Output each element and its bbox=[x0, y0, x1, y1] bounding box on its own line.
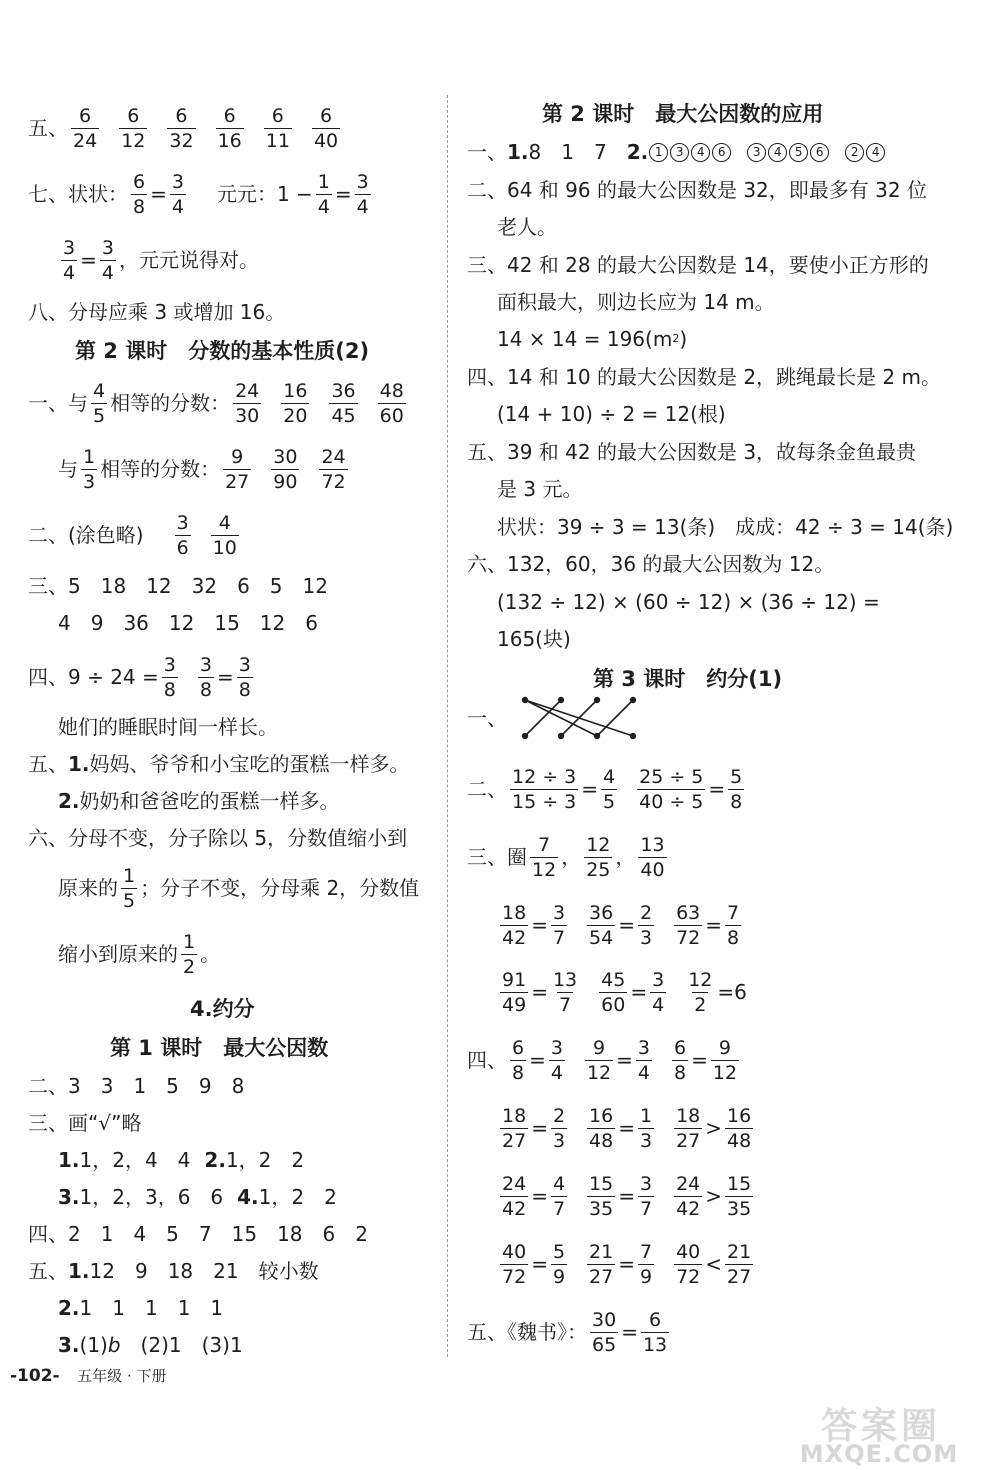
fraction: $\frac{21}{27}$ bbox=[727, 1240, 752, 1288]
fraction: $\frac{3}{4}$ bbox=[171, 170, 184, 218]
section-title: 第 1 课时 最大公因数 bbox=[110, 1036, 329, 1060]
fraction: $\frac{36}{45}$ bbox=[331, 379, 356, 427]
fraction: $\frac{3}{4}$ bbox=[652, 968, 665, 1016]
column-divider bbox=[447, 95, 448, 1357]
match-line bbox=[525, 700, 597, 736]
fraction: $\frac{15}{35}$ bbox=[589, 1172, 614, 1220]
fraction: $\frac{1}{3}$ bbox=[83, 445, 96, 493]
fraction: $\frac{4}{5}$ bbox=[603, 765, 616, 813]
r-q4-calc: (14 + 10) ÷ 2 = 12(根) bbox=[497, 402, 726, 426]
fraction: $\frac{7}{8}$ bbox=[727, 901, 740, 949]
fraction: $\frac{6}{8}$ bbox=[674, 1036, 687, 1084]
fraction: $\frac{40}{72}$ bbox=[676, 1240, 701, 1288]
fraction: $\frac{15}{35}$ bbox=[727, 1172, 752, 1220]
q7-line2: $\frac{3}{4}$ = $\frac{3}{4}$ ，元元说得对。 bbox=[63, 236, 259, 284]
fraction: $\frac{45}{60}$ bbox=[601, 968, 626, 1016]
l1-q3-label: 三、画“√”略 bbox=[28, 1111, 142, 1135]
fraction: $\frac{36}{54}$ bbox=[589, 901, 614, 949]
fraction: $\frac{1}{5}$ bbox=[123, 864, 136, 912]
fraction: $\frac{3}{8}$ bbox=[199, 653, 212, 701]
l2-q6-line1: 六、分母不变，分子除以 5，分数值缩小到 bbox=[28, 826, 408, 850]
fraction: $\frac{13}{40}$ bbox=[640, 833, 665, 881]
fraction: $\frac{9}{27}$ bbox=[225, 445, 250, 493]
fraction: $\frac{24}{42}$ bbox=[676, 1172, 701, 1220]
fraction: $\frac{6}{12}$ bbox=[121, 104, 146, 152]
page-number: -102- bbox=[10, 1366, 60, 1386]
fraction: $\frac{7}{12}$ bbox=[532, 833, 557, 881]
match-dots-bottom bbox=[522, 733, 636, 739]
fraction: $\frac{3}{8}$ bbox=[163, 653, 176, 701]
r-q4-row1: 四、 $\frac{6}{8}$ = $\frac{3}{4}$ $\frac{9}{12}$ = $\frac{3}{4}$ $\frac{6}{8}$ = $\frac{9}{12}$ bbox=[467, 1036, 738, 1084]
section-title: 第 3 课时 约分(1) bbox=[593, 667, 783, 691]
l2-q1-line2: 与 $\frac{1}{3}$ 相等的分数： $\frac{9}{27}$ $\frac{30}{90}$ $\frac{24}{72}$ bbox=[58, 445, 346, 493]
r-q2-line2: 老人。 bbox=[497, 215, 557, 239]
fraction: $\frac{12}{2}$ bbox=[688, 968, 713, 1016]
fraction: $\frac{6}{40}$ bbox=[313, 104, 339, 152]
q5-fractions: 五、 $\frac{6}{24}$ $\frac{6}{12}$ $\frac{6}{32}$ $\frac{6}{16}$ $\frac{6}{11}$ $\frac{6}{40}$ bbox=[28, 104, 339, 152]
fraction: $\frac{18}{27}$ bbox=[502, 1104, 527, 1152]
fraction: $\frac{6}{13}$ bbox=[642, 1308, 668, 1356]
match-lines bbox=[525, 700, 633, 736]
fraction: $\frac{3}{4}$ bbox=[356, 170, 369, 218]
watermark bbox=[768, 1398, 990, 1468]
r-q2-line1: 二、64 和 96 的最大公因数是 32，即最多有 32 位 bbox=[467, 178, 927, 202]
l2-q3-row2: 4 9 36 12 15 12 6 bbox=[58, 611, 318, 635]
r-q1: 一、 1. 8 1 7 2. 1 3 4 6 3 4 5 6 2 4 bbox=[467, 137, 886, 167]
watermark-url: MXQE.COM bbox=[799, 1440, 959, 1468]
fraction: $\frac{18}{42}$ bbox=[502, 901, 527, 949]
match-line bbox=[525, 700, 633, 736]
r-q6-line2: (132 ÷ 12) × (60 ÷ 12) × (36 ÷ 12) = bbox=[497, 590, 880, 614]
l1-q2: 二、3 3 1 5 9 8 bbox=[28, 1074, 245, 1098]
fraction: $\frac{24}{72}$ bbox=[321, 445, 346, 493]
l2-q4: 四、9 ÷ 24 = $\frac{3}{8}$ $\frac{3}{8}$ = $\frac{3}{8}$ bbox=[28, 653, 251, 701]
fraction: $\frac{5}{8}$ bbox=[730, 765, 743, 813]
fraction: $\frac{16}{48}$ bbox=[589, 1104, 614, 1152]
fraction: $\frac{91}{49}$ bbox=[502, 968, 527, 1016]
unit-title: 4.约分 bbox=[190, 997, 255, 1021]
fraction: $\frac{3}{4}$ bbox=[101, 236, 114, 284]
fraction: $\frac{25 \div 5}{40 \div 5}$ bbox=[639, 765, 704, 813]
fraction: $\frac{12 \div 3}{15 \div 3}$ bbox=[512, 765, 577, 813]
fraction: $\frac{30}{90}$ bbox=[273, 445, 298, 493]
fraction: $\frac{6}{32}$ bbox=[169, 104, 194, 152]
matching-lines-diagram bbox=[503, 694, 663, 742]
r-q3-circled: 三、圈 $\frac{7}{12}$ ， $\frac{12}{25}$ ， $\frac{13}{40}$ bbox=[467, 833, 665, 881]
fraction: $\frac{3}{8}$ bbox=[238, 653, 251, 701]
fraction: $\frac{1}{2}$ bbox=[183, 930, 196, 978]
q7-line1: 七、 状状： $\frac{6}{8}$ = $\frac{3}{4}$ 元元：1 − $\frac{1}{4}$ = $\frac{3}{4}$ bbox=[28, 170, 369, 218]
fraction: $\frac{30}{65}$ bbox=[592, 1308, 617, 1356]
fraction: $\frac{3}{7}$ bbox=[552, 901, 566, 949]
match-dots-top bbox=[522, 697, 636, 703]
q8: 八、分母应乘 3 或增加 16。 bbox=[28, 300, 286, 324]
l1-q3-row1: 1. 1，2，4 4 2. 1，2 2 bbox=[58, 1148, 305, 1172]
r-q4-line1: 四、14 和 10 的最大公因数是 2，跳绳最长是 2 m。 bbox=[467, 365, 941, 389]
fraction: $\frac{63}{72}$ bbox=[676, 901, 701, 949]
fraction: $\frac{3}{7}$ bbox=[640, 1172, 653, 1220]
l2-q3-row1: 三、 5 18 12 32 6 5 12 bbox=[28, 574, 328, 598]
fraction: $\frac{9}{12}$ bbox=[712, 1036, 738, 1084]
fraction: $\frac{4}{10}$ bbox=[212, 511, 237, 559]
fraction: $\frac{9}{12}$ bbox=[586, 1036, 612, 1084]
l1-q4: 四、2 1 4 5 7 15 18 6 2 bbox=[28, 1222, 368, 1246]
l2-q6-line2: 原来的 $\frac{1}{5}$ ；分子不变，分母乘 2，分数值 bbox=[58, 864, 420, 912]
r-q3-row2: $\frac{91}{49}$ = $\frac{13}{7}$ $\frac{45}{60}$ = $\frac{3}{4}$ $\frac{12}{2}$ = 6 bbox=[502, 968, 747, 1016]
r-q3-row1: $\frac{18}{42}$ = $\frac{3}{7}$ $\frac{36}{54}$ = $\frac{2}{3}$ $\frac{63}{72}$ = $\frac{7}{8}$ bbox=[502, 901, 740, 949]
grade-label: 五年级 · 下册 bbox=[77, 1367, 167, 1385]
l2-q6-line3: 缩小到原来的 $\frac{1}{2}$ 。 bbox=[58, 930, 221, 978]
page-footer bbox=[10, 1365, 166, 1386]
section-title: 第 2 课时 分数的基本性质(2) bbox=[75, 339, 370, 363]
fraction: $\frac{18}{27}$ bbox=[676, 1104, 701, 1152]
fraction: $\frac{2}{3}$ bbox=[640, 901, 653, 949]
r-q5-line2: 是 3 元。 bbox=[497, 477, 583, 501]
fraction: $\frac{40}{72}$ bbox=[502, 1240, 527, 1288]
fraction: $\frac{13}{7}$ bbox=[552, 968, 578, 1016]
l2-q2: 二、(涂色略) $\frac{3}{6}$ $\frac{4}{10}$ bbox=[28, 511, 237, 559]
l2-q5-line1: 五、 1. 妈妈、爷爷和小宝吃的蛋糕一样多。 bbox=[28, 752, 410, 776]
fraction: $\frac{21}{27}$ bbox=[589, 1240, 614, 1288]
r-q6-line3: 165(块) bbox=[497, 627, 571, 651]
fraction: $\frac{24}{30}$ bbox=[235, 379, 260, 427]
r-matching: 一、 bbox=[467, 703, 663, 733]
fraction: $\frac{16}{48}$ bbox=[727, 1104, 752, 1152]
l2-q4-text: 她们的睡眠时间一样长。 bbox=[58, 715, 278, 739]
section-title: 第 2 课时 最大公因数的应用 bbox=[542, 102, 824, 126]
fraction: $\frac{3}{6}$ bbox=[176, 511, 189, 559]
fraction: $\frac{5}{9}$ bbox=[552, 1240, 566, 1288]
r-q4-row4: $\frac{40}{72}$ = $\frac{5}{9}$ $\frac{21}{27}$ = $\frac{7}{9}$ $\frac{40}{72}$ < $\frac{21}{27}$ bbox=[502, 1240, 752, 1288]
fraction: $\frac{3}{4}$ bbox=[550, 1036, 563, 1084]
l1-q5-row3: 3. (1) b (2)1 (3)1 bbox=[58, 1333, 243, 1357]
r-q4-row3: $\frac{24}{42}$ = $\frac{4}{7}$ $\frac{15}{35}$ = $\frac{3}{7}$ $\frac{24}{42}$ > $\frac{15}{35}$ bbox=[502, 1172, 752, 1220]
fraction: $\frac{1}{3}$ bbox=[640, 1104, 653, 1152]
r-q3-line1: 三、42 和 28 的最大公因数是 14，要使小正方形的 bbox=[467, 253, 929, 277]
l1-q5-row2: 2. 1 1 1 1 1 bbox=[58, 1296, 224, 1320]
fraction: $\frac{16}{20}$ bbox=[283, 379, 308, 427]
r-q6-line1: 六、132，60，36 的最大公因数为 12。 bbox=[467, 552, 835, 576]
fraction: $\frac{24}{42}$ bbox=[502, 1172, 527, 1220]
fraction: $\frac{4}{5}$ bbox=[93, 379, 106, 427]
fraction: $\frac{7}{9}$ bbox=[640, 1240, 653, 1288]
l2-q5-line2: 2. 奶奶和爸爸吃的蛋糕一样多。 bbox=[58, 789, 340, 813]
fraction: $\frac{6}{8}$ bbox=[133, 170, 146, 218]
fraction: $\frac{48}{60}$ bbox=[379, 379, 404, 427]
r-q5: 五、《魏书》： $\frac{30}{65}$ = $\frac{6}{13}$ bbox=[467, 1308, 668, 1356]
fraction: $\frac{6}{8}$ bbox=[512, 1036, 525, 1084]
fraction: $\frac{12}{25}$ bbox=[586, 833, 611, 881]
fraction: $\frac{2}{3}$ bbox=[552, 1104, 566, 1152]
fraction: $\frac{6}{11}$ bbox=[265, 104, 290, 152]
fraction: $\frac{6}{16}$ bbox=[217, 104, 242, 152]
r-q3-line2: 面积最大，则边长应为 14 m。 bbox=[497, 290, 775, 314]
r-q2-reduce: 二、 $\frac{12 \div 3}{15 \div 3}$ = $\frac{4}{5}$ $\frac{25 \div 5}{40 \div 5}$ = $\frac{5}{8}$ bbox=[467, 765, 743, 813]
r-q5-line1: 五、39 和 42 的最大公因数是 3，故每条金鱼最贵 bbox=[467, 440, 917, 464]
r-q3-calc: 14 × 14 = 196(m 2 ) bbox=[497, 327, 688, 351]
fraction: $\frac{3}{4}$ bbox=[637, 1036, 650, 1084]
l1-q3-row2: 3. 1，2，3，6 6 4. 1，2 2 bbox=[58, 1185, 337, 1209]
l2-q1-line1: 一、 与 $\frac{4}{5}$ 相等的分数： $\frac{24}{30}$ $\frac{16}{20}$ $\frac{36}{45}$ $\frac{48}{60}$ bbox=[28, 379, 404, 427]
fraction: $\frac{1}{4}$ bbox=[317, 170, 330, 218]
fraction: $\frac{3}{4}$ bbox=[63, 236, 76, 284]
watermark-logo: 答 案 圈 bbox=[820, 1406, 938, 1447]
r-q5-line3: 状状：39 ÷ 3 = 13(条) 成成：42 ÷ 3 = 14(条) bbox=[497, 515, 954, 539]
r-q4-row2: $\frac{18}{27}$ = $\frac{2}{3}$ $\frac{16}{48}$ = $\frac{1}{3}$ $\frac{18}{27}$ > $\frac{16}{48}$ bbox=[502, 1104, 752, 1152]
fraction: $\frac{6}{24}$ bbox=[73, 104, 98, 152]
fraction: $\frac{4}{7}$ bbox=[552, 1172, 566, 1220]
l1-q5-row1: 五、 1. 12 9 18 21 较小数 bbox=[28, 1259, 319, 1283]
